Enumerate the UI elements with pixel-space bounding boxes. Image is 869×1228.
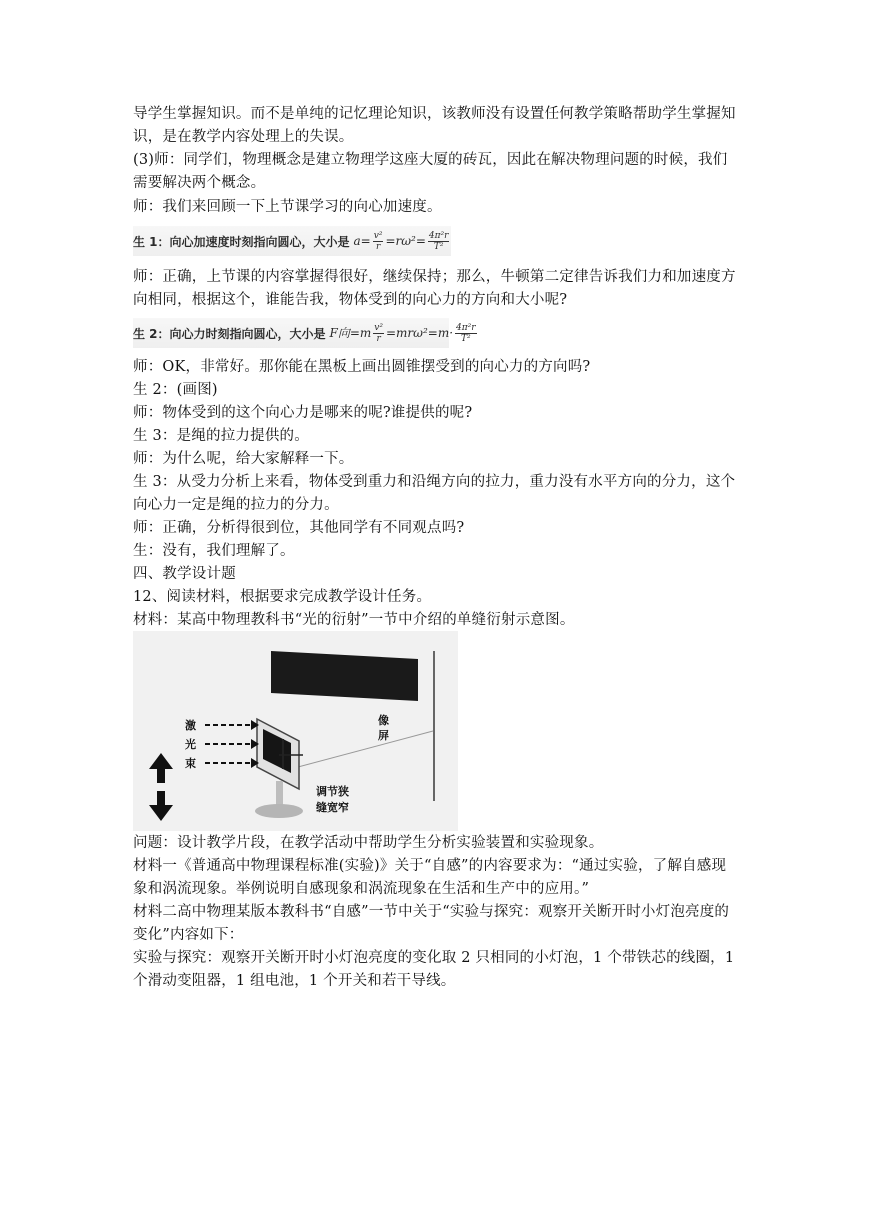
paragraph: 问题：设计教学片段，在教学活动中帮助学生分析实验装置和实验现象。 — [133, 835, 604, 851]
fraction-numerator: v² — [374, 322, 383, 333]
formula-fraction — [373, 323, 384, 344]
paragraph: 生 3：是绳的拉力提供的。 — [133, 428, 309, 444]
formula-symbol: =mrω²=m· — [386, 325, 454, 340]
formula-image-student2 — [133, 318, 476, 348]
wall-edge — [433, 651, 435, 801]
fraction-denominator: r — [376, 333, 381, 344]
formula-image-student1 — [133, 226, 451, 256]
paragraph: 师：为什么呢，给大家解释一下。 — [133, 451, 354, 467]
beam-label-char: 激 — [185, 719, 196, 732]
fraction-denominator: r — [375, 241, 381, 252]
formula-fraction — [455, 323, 477, 344]
paragraph: 师：正确，分析得很到位，其他同学有不同观点吗? — [133, 520, 465, 536]
paragraph: 师：正确，上节课的内容掌握得很好，继续保持；那么，牛顿第二定律告诉我们力和加速度方向相同，根据这个，谁能告我，物体受到的向心力的方向和大小呢? — [133, 269, 736, 308]
formula-symbol: =rω²= — [385, 233, 426, 248]
screen-pattern — [271, 651, 418, 701]
fraction-numerator: v² — [373, 230, 383, 241]
slit-label-line: 缝宽窄 — [316, 801, 349, 814]
paragraph: 生 2：(画图) — [133, 382, 218, 398]
fraction-numerator: 4π²r — [428, 230, 449, 241]
paragraph: 导学生掌握知识。而不是单纯的记忆理论知识，该教师没有设置任何教学策略帮助学生掌握知识，是在教学内容处理上的失误。 — [133, 106, 736, 145]
screen-label-char: 屏 — [378, 729, 389, 742]
paragraph: 师：物体受到的这个向心力是哪来的呢?谁提供的呢? — [133, 405, 473, 421]
paragraph: 实验与探究：观察开关断开时小灯泡亮度的变化取 2 只相同的小灯泡，1 个带铁芯的线圈，1 个滑动变阻器，1 组电池，1 个开关和若干导线。 — [133, 950, 735, 989]
fraction-denominator: T² — [460, 333, 471, 344]
fraction-denominator: T² — [433, 241, 444, 252]
formula-symbol: a= — [353, 233, 371, 248]
paragraph: (3)师：同学们，物理概念是建立物理学这座大厦的砖瓦，因此在解决物理问题的时候，我们需要解决两个概念。 — [133, 152, 728, 191]
beam-label-char: 束 — [185, 757, 196, 770]
slit-label-line: 调节狭 — [316, 785, 349, 798]
paragraph: 师：OK，非常好。那你能在黑板上画出圆锥摆受到的向心力的方向吗? — [133, 359, 591, 375]
formula-math — [354, 231, 452, 252]
formula-fraction — [373, 231, 384, 252]
paragraph: 12、阅读材料，根据要求完成教学设计任务。 — [133, 589, 432, 605]
formula-symbol: F向=m — [329, 325, 372, 340]
paragraph: 材料二高中物理某版本教科书“自感”一节中关于“实验与探究：观察开关断开时小灯泡亮度的变化”内容如下： — [133, 904, 730, 943]
paragraph: 师：我们来回顾一下上节课学习的向心加速度。 — [133, 199, 442, 215]
paragraph: 生：没有，我们理解了。 — [133, 543, 295, 559]
stand-base — [255, 804, 303, 818]
screen-label-char: 像 — [378, 714, 389, 727]
formula-fraction — [428, 231, 450, 252]
beam-label-char: 光 — [185, 738, 196, 751]
paragraph: 生 3：从受力分析上来看，物体受到重力和沿绳方向的拉力，重力没有水平方向的分力，这个向心力一定是绳的拉力的分力。 — [133, 474, 736, 513]
formula-text: 生 1：向心加速度时刻指向圆心，大小是 — [133, 234, 350, 249]
section-heading: 四、教学设计题 — [133, 566, 236, 582]
fraction-numerator: 4π²r — [456, 322, 476, 333]
paragraph: 材料：某高中物理教科书“光的衍射”一节中介绍的单缝衍射示意图。 — [133, 612, 575, 628]
figure-svg — [133, 631, 458, 831]
paragraph: 材料一《普通高中物理课程标准(实验)》关于“自感”的内容要求为：“通过实验，了解自感现象和涡流现象。举例说明自感现象和涡流现象在生活和生产中的应用。” — [133, 858, 727, 897]
formula-math — [330, 323, 479, 344]
formula-text: 生 2：向心力时刻指向圆心，大小是 — [133, 326, 326, 341]
single-slit-diffraction-figure — [133, 631, 458, 831]
